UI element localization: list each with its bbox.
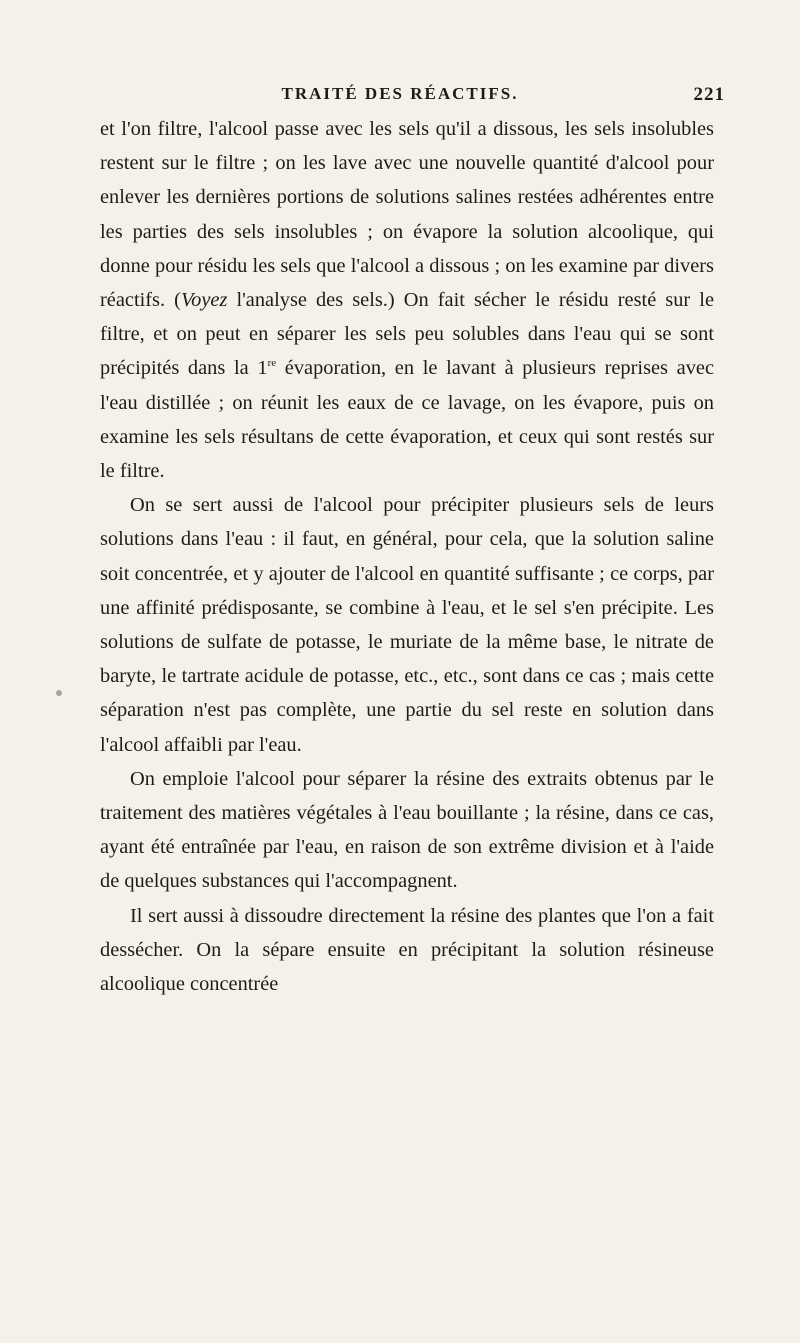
paragraph-1-italic: Voyez [180, 289, 228, 312]
paragraph-1-part-a: et l'on filtre, l'alcool passe avec les sels qu'il a dissous, les sels insolubles restent sur le filtre ; on les lave avec une nouvelle quantité d'alcool pour enlever les dernières portions de solutions salines restées adhérentes entre les parties des sels insolubles ; on évapore la solution alcoolique, qui donne pour résidu les sels que l'alcool a dissous ; on les examine par divers réactifs. ( [100, 118, 714, 312]
paragraph-1 [100, 112, 714, 488]
margin-dot [56, 690, 62, 696]
page-number: 221 [693, 84, 725, 105]
paragraph-1-part-c: évaporation, en le lavant à plusieurs reprises avec l'eau distillée ; on réunit les eaux de ce lavage, on les évapore, puis on examine les sels résultans de cette évaporation, et ceux qui sont restés sur le filtre. [100, 357, 715, 483]
paragraph-1-superscript: re [267, 357, 277, 370]
running-title: TRAITÉ DES RÉACTIFS. [281, 84, 519, 103]
paragraph-3: On emploie l'alcool pour séparer la résine des extraits obtenus par le traitement des matières végétales à l'eau bouillante ; la résine, dans ce cas, ayant été entraînée par l'eau, en raison de son extrême division et à l'aide de quelques substances qui l'accompagnent. [100, 767, 714, 893]
paragraph-4: Il sert aussi à dissoudre directement la résine des plantes que l'on a fait dessécher. On la sépare ensuite en précipitant la solution résineuse alcoolique concentrée [100, 904, 714, 996]
paragraph-1-part-b: l'analyse des sels.) On fait sécher le résidu resté sur le filtre, et on peut en séparer les sels peu solubles dans l'eau qui se sont précipités dans la 1 [100, 289, 714, 380]
body-text [100, 112, 714, 1001]
running-head [100, 84, 725, 108]
paragraph-2: On se sert aussi de l'alcool pour précipiter plusieurs sels de leurs solutions dans l'eau : il faut, en général, pour cela, que la solution saline soit concentrée, et y ajouter de l'alcool en quantité suffisante ; ce corps, par une affinité prédisposante, se combine à l'eau, et le sel s'en précipite. Les solutions de sulfate de potasse, le muriate de la même base, le nitrate de baryte, le tartrate acidule de potasse, etc., etc., sont dans ce cas ; mais cette séparation n'est pas complète, une partie du sel reste en solution dans l'alcool affaibli par l'eau. [100, 494, 714, 756]
